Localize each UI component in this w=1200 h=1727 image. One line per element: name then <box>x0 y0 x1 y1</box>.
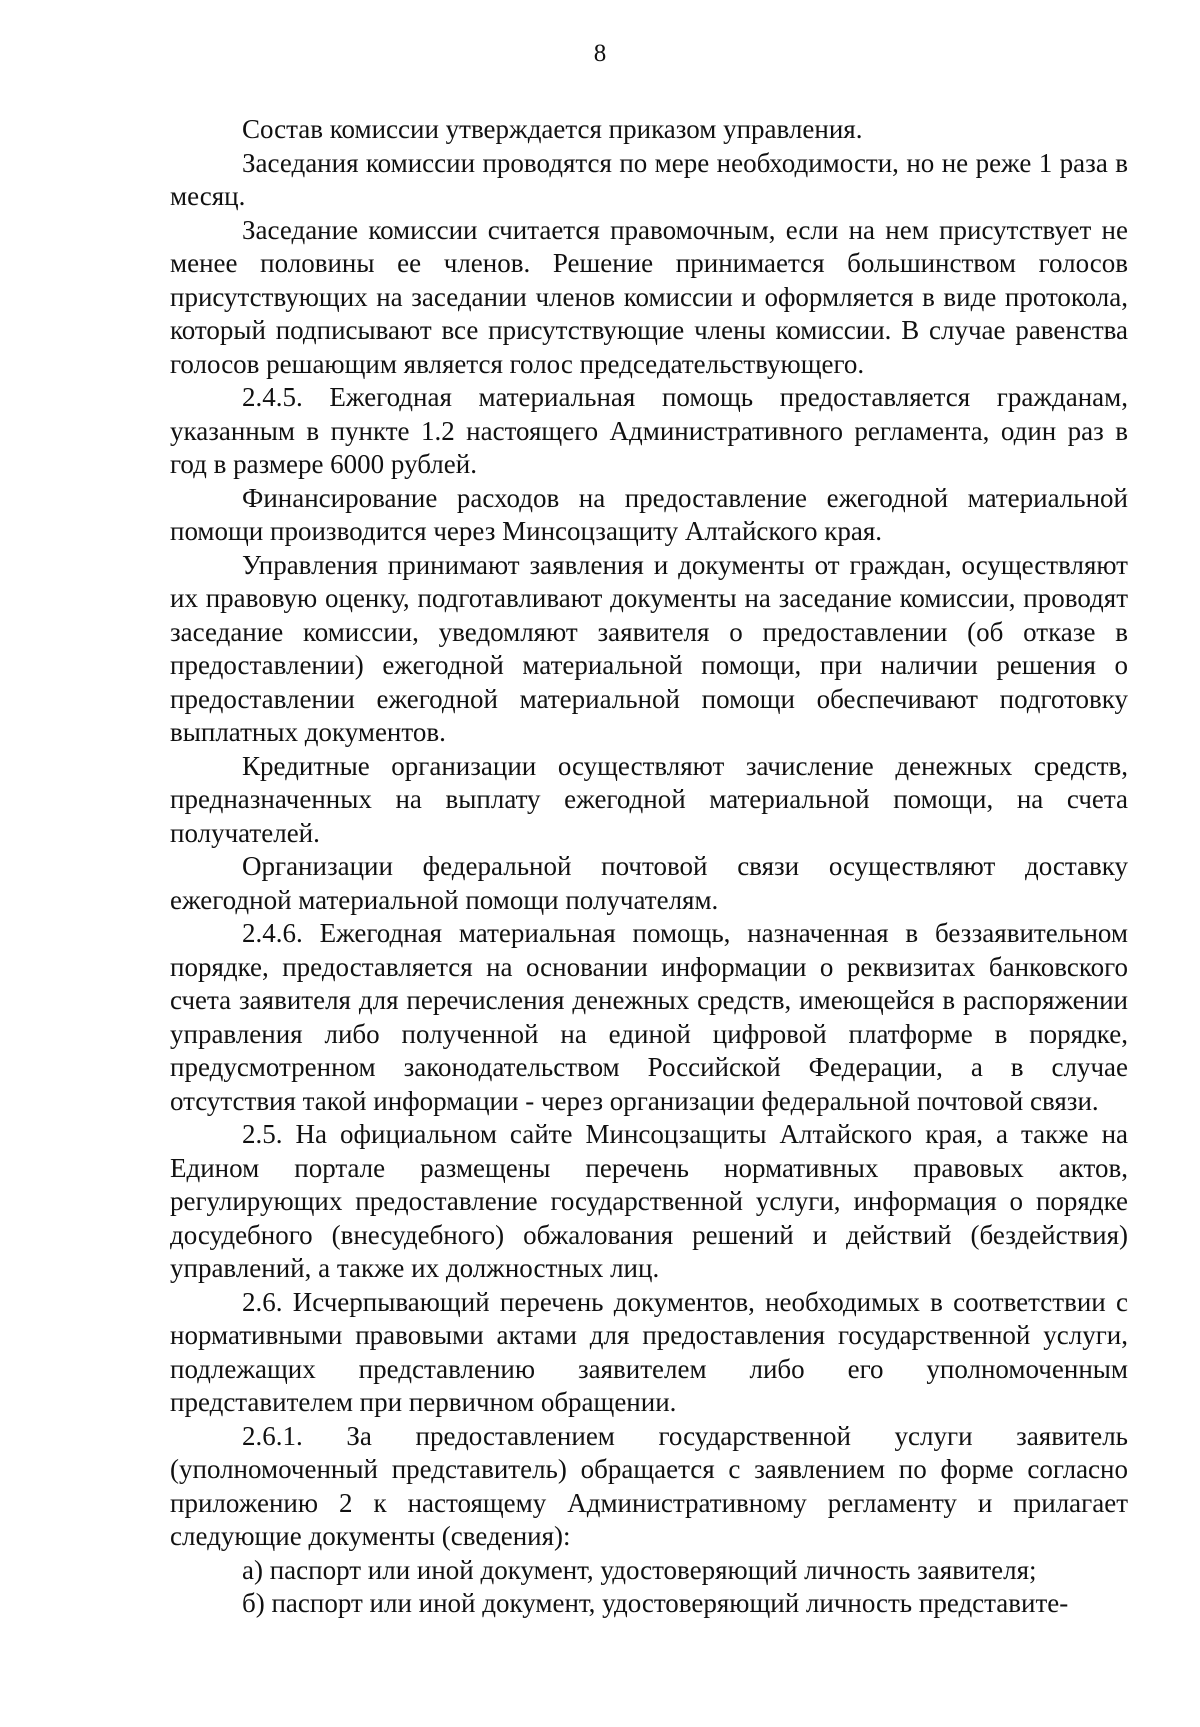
paragraph-departments: Управления принимают заявления и документы от граждан, осуществляют их правовую оценку, подготавливают документы на заседание комиссии, проводят заседание комиссии, уведомляют заявителя о предоставлении (об отказе в предоставлении) ежегодной материальной помощи, при наличии решения о предоставлении ежегодной материальной помощи обеспечивают подготовку выплатных документов. <box>170 549 1128 747</box>
paragraph-2-4-5: 2.4.5. Ежегодная материальная помощь предоставляется гражданам, указанным в пункте 1.2 настоящего Административного регламента, один раз в год в размере 6000 рублей. <box>170 382 1128 479</box>
document-body <box>170 113 1128 1621</box>
paragraph-quorum: Заседание комиссии считается правомочным, если на нем присутствует не менее половины ее членов. Решение принимается большинством голосов присутствующих на заседании членов комиссии и оформляется в виде протокола, который подписывают все присутствующие члены комиссии. В случае равенства голосов решающим является голос председательствующего. <box>170 214 1128 379</box>
list-item-a: а) паспорт или иной документ, удостоверяющий личность заявителя; <box>242 1554 1037 1585</box>
paragraph-credit-organizations: Кредитные организации осуществляют зачисление денежных средств, предназначенных на выплату ежегодной материальной помощи, на счета получателей. <box>170 750 1128 848</box>
paragraph-2-5: 2.5. На официальном сайте Минсоцзащиты Алтайского края, а также на Едином портале размещены перечень нормативных правовых актов, регулирующих предоставление государственной услуги, информация о порядке досудебного (внесудебного) обжалования решений и действий (бездействия) управлений, а также их должностных лиц. <box>170 1119 1128 1283</box>
paragraph-commission-composition: Состав комиссии утверждается приказом управления. <box>242 114 863 144</box>
paragraph-2-6: 2.6. Исчерпывающий перечень документов, необходимых в соответствии с нормативными правовыми актами для предоставления государственной услуги, подлежащих представлению заявителем либо его уполномоченным представителем при первичном обращении. <box>170 1286 1128 1417</box>
paragraph-commission-meetings: Заседания комиссии проводятся по мере необходимости, но не реже 1 раза в месяц. <box>170 147 1128 211</box>
page-number: 8 <box>593 40 607 67</box>
paragraph-financing: Финансирование расходов на предоставление ежегодной материальной помощи производится через Минсоцзащиту Алтайского края. <box>170 482 1128 546</box>
list-item-b: б) паспорт или иной документ, удостоверяющий личность представите- <box>242 1588 1069 1618</box>
paragraph-postal-delivery: Организации федеральной почтовой связи осуществляют доставку ежегодной материальной помощи получателям. <box>170 851 1128 915</box>
paragraph-2-4-6: 2.4.6. Ежегодная материальная помощь, назначенная в беззаявительном порядке, предоставляется на основании информации о реквизитах банковского счета заявителя для перечисления денежных средств, имеющейся в распоряжении управления либо полученной на единой цифровой платформе в порядке, предусмотренном законодательством Российской Федерации, а в случае отсутствия такой информации - через организации федеральной почтовой связи. <box>170 918 1128 1116</box>
paragraph-2-6-1: 2.6.1. За предоставлением государственной услуги заявитель (уполномоченный представитель) обращается с заявлением по форме согласно приложению 2 к настоящему Административному регламенту и прилагает следующие документы (сведения): <box>170 1420 1128 1551</box>
